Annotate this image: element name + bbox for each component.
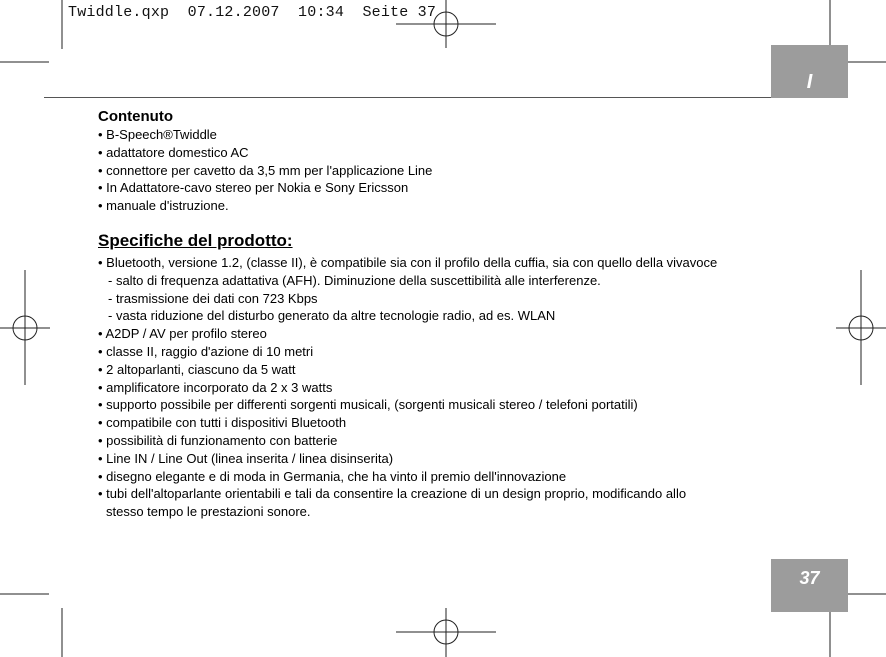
spec-item: • classe II, raggio d'azione di 10 metri [98,343,314,359]
spec-item: • possibilità di funzionamento con batterie [98,432,338,448]
specs-heading: Specifiche del prodotto: [98,230,293,250]
spec-subitem: - salto di frequenza adattativa (AFH). Diminuzione della suscettibilità alle interferenze. [108,272,601,288]
spec-item: • amplificatore incorporato da 2 x 3 watts [98,379,333,395]
contents-item: • adattatore domestico AC [98,144,249,160]
header-rule [44,97,771,98]
spec-item: • tubi dell'altoparlante orientabili e tali da consentire la creazione di un design proprio, modificando allo [98,486,687,502]
spec-item: • supporto possibile per differenti sorgenti musicali, (sorgenti musicali stereo / telefoni portatili) [98,397,638,413]
spec-item: • A2DP / AV per profilo stereo [98,326,267,342]
spec-subitem: - trasmissione dei dati con 723 Kbps [108,290,318,306]
page-content [98,108,798,521]
spec-item-continuation: stesso tempo le prestazioni sonore. [106,504,311,520]
spec-item: • disegno elegante e di moda in Germania, che ha vinto il premio dell'innovazione [98,468,567,484]
page-number: 37 [771,559,848,612]
spec-item: • 2 altoparlanti, ciascuno da 5 watt [98,361,296,377]
contents-item: • connettore per cavetto da 3,5 mm per l'applicazione Line [98,162,433,178]
contents-heading: Contenuto [98,108,173,125]
spec-subitem: - vasta riduzione del disturbo generato da altre tecnologie radio, ad es. WLAN [108,308,556,324]
contents-item: • B-Speech®Twiddle [98,127,217,142]
contents-item: • manuale d'istruzione. [98,198,229,214]
spec-item-bluetooth: • Bluetooth, versione 1.2, (classe II), è compatibile sia con il profilo della cuffia, sia con quello della vivavoce [98,254,718,270]
contents-item: • In Adattatore-cavo stereo per Nokia e Sony Ericsson [98,180,409,196]
spec-item: • compatibile con tutti i dispositivi Bluetooth [98,415,347,431]
print-slug: Twiddle.qxp 07.12.2007 10:34 Seite 37 [68,4,437,21]
language-tab: I [771,45,848,98]
spec-item: • Line IN / Line Out (linea inserita / linea disinserita) [98,450,394,466]
